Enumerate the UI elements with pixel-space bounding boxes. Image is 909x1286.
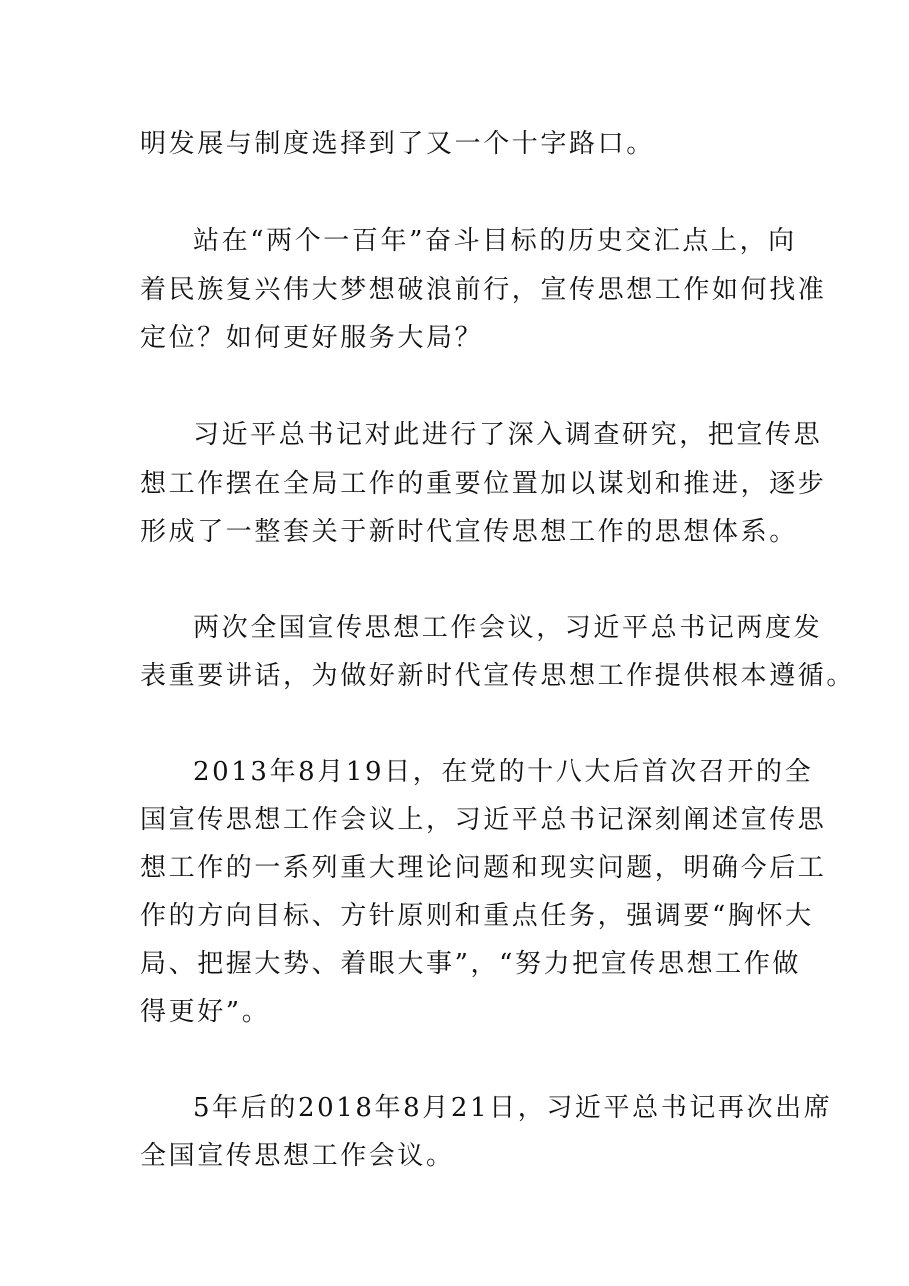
paragraph-3-line-1: 习近平总书记对此进行了深入调查研究，把宣传思 bbox=[193, 420, 823, 450]
paragraph-5-line-2: 国宣传思想工作会议上，习近平总书记深刻阐述宣传思 bbox=[140, 805, 827, 835]
paragraph-2-line-1: 站在“两个一百年”奋斗目标的历史交汇点上，向 bbox=[193, 226, 797, 256]
paragraph-5-line-6: 得更好”。 bbox=[140, 997, 271, 1027]
paragraph-4-line-1: 两次全国宣传思想工作会议，习近平总书记两度发 bbox=[193, 613, 823, 643]
paragraph-2-line-2: 着民族复兴伟大梦想破浪前行，宣传思想工作如何找准 bbox=[140, 275, 827, 305]
paragraph-2-line-3: 定位？如何更好服务大局？ bbox=[140, 323, 484, 353]
paragraph-6-line-1: 5年后的2018年8月21日，习近平总书记再次出席 bbox=[193, 1093, 833, 1123]
paragraph-5-line-4: 作的方向目标、方针原则和重点任务，强调要“胸怀大 bbox=[140, 901, 814, 931]
paragraph-4-line-2: 表重要讲话，为做好新时代宣传思想工作提供根本遵循。 bbox=[140, 661, 856, 691]
paragraph-1-line-1: 明发展与制度选择到了又一个十字路口。 bbox=[140, 129, 655, 159]
paragraph-3-line-3: 形成了一整套关于新时代宣传思想工作的思想体系。 bbox=[140, 517, 798, 547]
paragraph-5-line-5: 局、把握大势、着眼大事”，“努力把宣传思想工作做 bbox=[140, 949, 801, 979]
paragraph-5-line-1: 2013年8月19日，在党的十八大后首次召开的全 bbox=[193, 757, 814, 787]
paragraph-3-line-2: 想工作摆在全局工作的重要位置加以谋划和推进，逐步 bbox=[140, 469, 827, 499]
paragraph-6-line-2: 全国宣传思想工作会议。 bbox=[140, 1141, 455, 1171]
paragraph-5-line-3: 想工作的一系列重大理论问题和现实问题，明确今后工 bbox=[140, 853, 827, 883]
